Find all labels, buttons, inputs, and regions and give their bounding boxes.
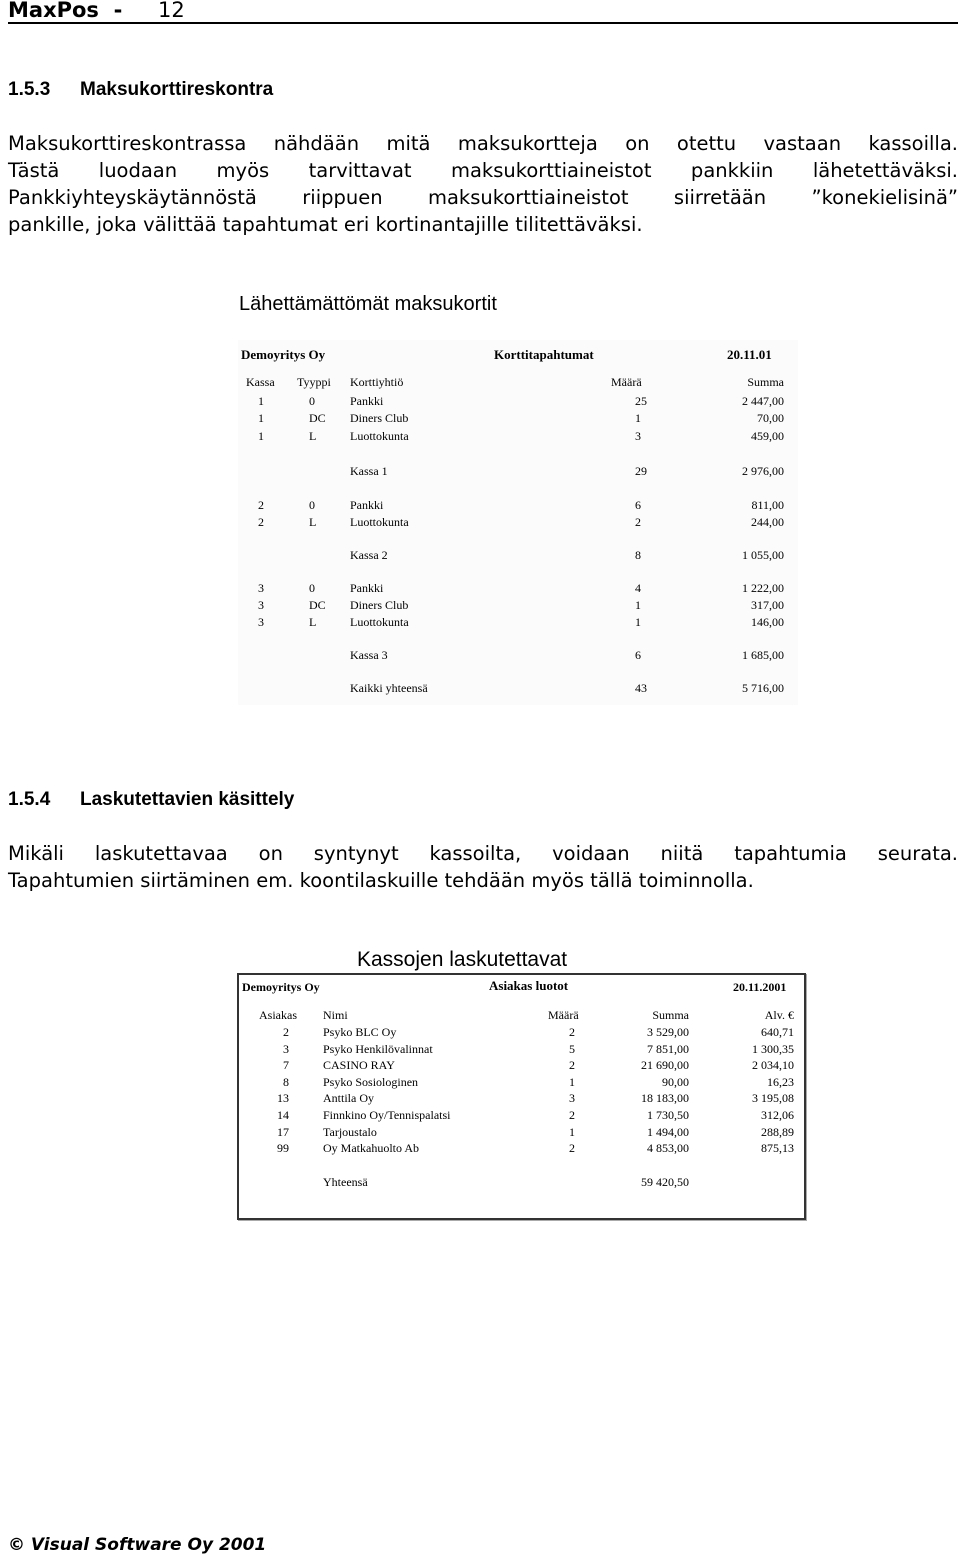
report-cell-nimi: Tarjoustalo [323, 1124, 377, 1139]
report-cell-alv: 312,06 [761, 1108, 794, 1122]
report-cell-asiakas: 8 [283, 1074, 289, 1089]
section-heading [8, 789, 294, 811]
report-cell-maara: 2 [635, 515, 641, 529]
report-date: 20.11.2001 [733, 980, 787, 994]
document-title: MaxPos - [8, 0, 123, 22]
report-cell-alv: 875,13 [761, 1141, 794, 1156]
report-cell-kassa: 1 [258, 411, 264, 425]
report-cell-summa: 70,00 [757, 411, 784, 425]
report-cell-tyyppi: 0 [309, 498, 315, 512]
report-cell-maara: 43 [635, 681, 647, 695]
report-cell-yhtio: Luottokunta [350, 615, 409, 629]
section-paragraph [8, 840, 958, 894]
paragraph-line: Maksukorttireskontrassa nähdään mitä maksukortteja on otettu vastaan kassoilla. [8, 132, 958, 155]
section-title: Laskutettavien käsittely [80, 789, 295, 810]
report-cell-summa: 146,00 [751, 615, 784, 629]
report-cell-summa: 317,00 [751, 598, 784, 612]
figure-caption: Lähettämättömät maksukortit [239, 293, 497, 315]
page-footer: © Visual Software Oy 2001 [8, 1535, 267, 1555]
report-cell-maara: 1 [635, 598, 641, 612]
report-cell-yhtio: Pankki [350, 394, 384, 408]
report-cell-tyyppi: L [309, 515, 317, 529]
report-cell-asiakas: 13 [277, 1091, 289, 1106]
report-cell-maara: 6 [635, 648, 641, 662]
figure-caption: Kassojen laskutettavat [357, 948, 568, 971]
report-cell-asiakas: 7 [283, 1058, 289, 1073]
report-cell-summa: 7 851,00 [647, 1041, 689, 1056]
report-cell-kassa: 3 [258, 581, 264, 595]
report-cell-maara: 2 [569, 1025, 575, 1039]
section-title: Maksukorttireskontra [80, 79, 274, 100]
report-cell-summa: 459,00 [751, 429, 784, 443]
report-cell-summa: 1 494,00 [647, 1124, 689, 1139]
section-paragraph [8, 130, 958, 238]
report-cell-maara: 1 [635, 411, 641, 425]
paragraph-line: Mikäli laskutettavaa on syntynyt kassoilta, voidaan niitä tapahtumia seurata. [8, 842, 958, 865]
report-cell-yhtio: Luottokunta [350, 429, 409, 443]
report-cell-maara: 1 [635, 615, 641, 629]
report-date: 20.11.01 [727, 347, 772, 362]
report-cell-tyyppi: L [309, 615, 317, 629]
column-header: Alv. € [764, 1008, 794, 1022]
report-cell-nimi: Oy Matkahuolto Ab [323, 1141, 419, 1156]
report-cell-yhtio: Kassa 2 [350, 548, 388, 562]
section-heading [8, 79, 273, 101]
report-cell-summa: 3 529,00 [647, 1025, 689, 1039]
report-cell-alv: 16,23 [767, 1074, 794, 1089]
report-cell-maara: 29 [635, 464, 647, 478]
report-cell-asiakas: 14 [277, 1108, 289, 1122]
report-cell-maara: 5 [569, 1041, 575, 1056]
report-cell-maara: 2 [569, 1141, 575, 1156]
column-header: Asiakas [259, 1008, 297, 1022]
report-cell-summa: 4 853,00 [647, 1141, 689, 1156]
report-cell-nimi: Psyko Sosiologinen [323, 1074, 419, 1089]
report-cell-summa: 244,00 [751, 515, 784, 529]
report-cell-kassa: 1 [258, 429, 264, 443]
report-cell-tyyppi: DC [309, 598, 326, 612]
card-transactions-report [238, 340, 798, 705]
report-cell-summa: 18 183,00 [641, 1091, 689, 1106]
column-header: Summa [652, 1008, 689, 1022]
report-cell-summa: 1 222,00 [742, 581, 784, 595]
report-title: Asiakas luotot [489, 978, 569, 993]
total-summa: 59 420,50 [641, 1175, 689, 1189]
report-cell-maara: 25 [635, 394, 647, 408]
report-cell-summa: 90,00 [662, 1074, 689, 1089]
report-cell-summa: 1 055,00 [742, 548, 784, 562]
paragraph-line: Pankkiyhteyskäytännöstä riippuen maksukorttiaineistot siirretään ”konekielisinä” [8, 186, 958, 209]
report-cell-maara: 6 [635, 498, 641, 512]
report-cell-maara: 1 [569, 1124, 575, 1139]
report-cell-yhtio: Diners Club [350, 598, 409, 612]
report-cell-nimi: Anttila Oy [323, 1091, 374, 1106]
column-header: Korttiyhtiö [350, 375, 404, 389]
report-cell-maara: 3 [635, 429, 641, 443]
report-cell-kassa: 2 [258, 515, 264, 529]
paragraph-line: Tapahtumien siirtäminen em. koontilaskuille tehdään myös tällä toiminnolla. [8, 869, 754, 892]
report-cell-yhtio: Kassa 1 [350, 464, 388, 478]
report-cell-alv: 640,71 [761, 1025, 794, 1039]
report-cell-summa: 2 976,00 [742, 464, 784, 478]
column-header: Kassa [246, 375, 275, 389]
report-cell-summa: 21 690,00 [641, 1058, 689, 1073]
report-cell-nimi: Psyko BLC Oy [323, 1025, 397, 1039]
paragraph-line: pankille, joka välittää tapahtumat eri kortinantajille tilitettäväksi. [8, 213, 643, 236]
report-cell-kassa: 3 [258, 615, 264, 629]
report-cell-kassa: 3 [258, 598, 264, 612]
section-number: 1.5.4 [8, 789, 51, 810]
report-cell-kassa: 1 [258, 394, 264, 408]
report-cell-kassa: 2 [258, 498, 264, 512]
report-cell-alv: 2 034,10 [752, 1058, 794, 1073]
report-cell-asiakas: 2 [283, 1025, 289, 1039]
customer-credits-report [237, 973, 806, 1220]
report-cell-asiakas: 99 [277, 1141, 289, 1156]
report-cell-yhtio: Kaikki yhteensä [350, 681, 428, 695]
report-cell-maara: 2 [569, 1108, 575, 1122]
report-cell-tyyppi: 0 [309, 394, 315, 408]
report-cell-maara: 2 [569, 1058, 575, 1073]
report-cell-yhtio: Kassa 3 [350, 648, 388, 662]
report-cell-summa: 811,00 [751, 498, 784, 512]
report-cell-yhtio: Luottokunta [350, 515, 409, 529]
column-header: Tyyppi [297, 375, 331, 389]
report-cell-tyyppi: L [309, 429, 317, 443]
report-cell-nimi: CASINO RAY [323, 1058, 395, 1073]
report-cell-asiakas: 17 [277, 1124, 289, 1139]
column-header: Summa [747, 375, 784, 389]
report-cell-summa: 1 685,00 [742, 648, 784, 662]
report-cell-yhtio: Pankki [350, 581, 384, 595]
report-cell-summa: 5 716,00 [742, 681, 784, 695]
report-cell-nimi: Psyko Henkilövalinnat [323, 1041, 433, 1056]
report-cell-nimi: Finnkino Oy/Tennispalatsi [323, 1108, 451, 1122]
report-cell-asiakas: 3 [283, 1041, 289, 1056]
report-cell-maara: 3 [569, 1091, 575, 1106]
report-cell-alv: 288,89 [761, 1124, 794, 1139]
column-header: Määrä [611, 375, 642, 389]
report-cell-summa: 1 730,50 [647, 1108, 689, 1122]
total-label: Yhteensä [323, 1175, 368, 1189]
report-cell-alv: 1 300,35 [752, 1041, 794, 1056]
report-company: Demoyritys Oy [242, 980, 320, 994]
report-cell-yhtio: Pankki [350, 498, 384, 512]
report-cell-summa: 2 447,00 [742, 394, 784, 408]
page-header [8, 0, 958, 24]
report-company: Demoyritys Oy [241, 347, 326, 362]
column-header: Määrä [548, 1008, 579, 1022]
report-cell-tyyppi: 0 [309, 581, 315, 595]
report-title: Korttitapahtumat [494, 347, 594, 362]
paragraph-line: Tästä luodaan myös tarvittavat maksukorttiaineistot pankkiin lähetettäväksi. [8, 159, 958, 182]
report-cell-maara: 4 [635, 581, 641, 595]
report-cell-tyyppi: DC [309, 411, 326, 425]
section-number: 1.5.3 [8, 79, 51, 100]
report-cell-maara: 1 [569, 1074, 575, 1089]
report-cell-yhtio: Diners Club [350, 411, 409, 425]
column-header: Nimi [323, 1008, 348, 1022]
report-cell-alv: 3 195,08 [752, 1091, 794, 1106]
page-number: 12 [158, 0, 185, 22]
report-cell-maara: 8 [635, 548, 641, 562]
